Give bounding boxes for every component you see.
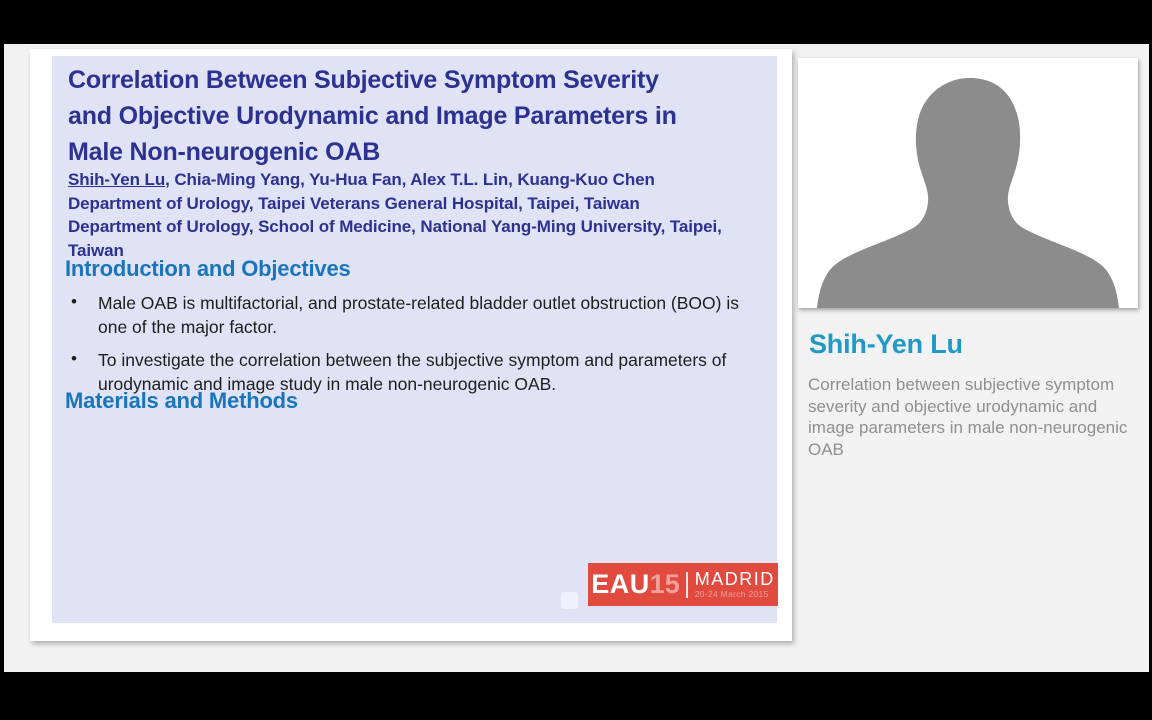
person-silhouette-icon xyxy=(798,58,1138,308)
logo-city-text: MADRID xyxy=(694,569,775,590)
eau15-madrid-logo xyxy=(588,563,778,606)
slide-title-line-1: Correlation Between Subjective Symptom Severity xyxy=(68,66,659,94)
bullet-text-2: To investigate the correlation between the subjective symptom and parameters of urodynamic and image study in male non-neurogenic OAB. xyxy=(98,350,727,394)
bullet-item-1 xyxy=(65,291,760,339)
coauthors: , Chia-Ming Yang, Yu-Hua Fan, Alex T.L. Lin, Kuang-Kuo Chen xyxy=(165,170,655,189)
slide-card xyxy=(30,49,792,641)
presenting-author: Shih-Yen Lu xyxy=(68,170,166,189)
slide-title xyxy=(68,62,776,170)
watermark-icon xyxy=(561,592,578,609)
bullet-icon: • xyxy=(71,349,77,368)
intro-objectives-heading: Introduction and Objectives xyxy=(65,256,351,281)
slide-title-line-2: and Objective Urodynamic and Image Parameters in xyxy=(68,102,677,130)
bullet-text-1: Male OAB is multifactorial, and prostate-related bladder outlet obstruction (BOO) is one of the major factor. xyxy=(98,293,739,337)
letterbox-bottom xyxy=(0,672,1152,720)
slide-title-line-3: Male Non-neurogenic OAB xyxy=(68,138,381,166)
logo-brand-text: EAU xyxy=(591,569,650,599)
affiliation-1: Department of Urology, Taipei Veterans General Hospital, Taipei, Taiwan xyxy=(68,193,640,213)
materials-methods-heading: Materials and Methods xyxy=(65,388,298,413)
authors-line xyxy=(68,168,780,192)
logo-divider xyxy=(686,572,688,598)
logo-dates-text: 20-24 March 2015 xyxy=(694,589,769,600)
slide-authors-block xyxy=(68,168,780,262)
affiliation-2: Department of Urology, School of Medicine, National Yang-Ming University, Taipei, Taiwan xyxy=(68,217,722,260)
letterbox-top xyxy=(0,0,1152,44)
speaker-name: Shih-Yen Lu xyxy=(809,329,963,359)
logo-city-block xyxy=(695,570,775,599)
logo-year-text: 15 xyxy=(649,569,680,599)
speaker-talk-title: Correlation between subjective symptom severity and objective urodynamic and image parameters in male non-neurogenic OAB xyxy=(808,375,1128,459)
speaker-avatar-card xyxy=(798,58,1138,308)
content-stage xyxy=(4,44,1149,672)
bullet-icon: • xyxy=(71,292,77,311)
